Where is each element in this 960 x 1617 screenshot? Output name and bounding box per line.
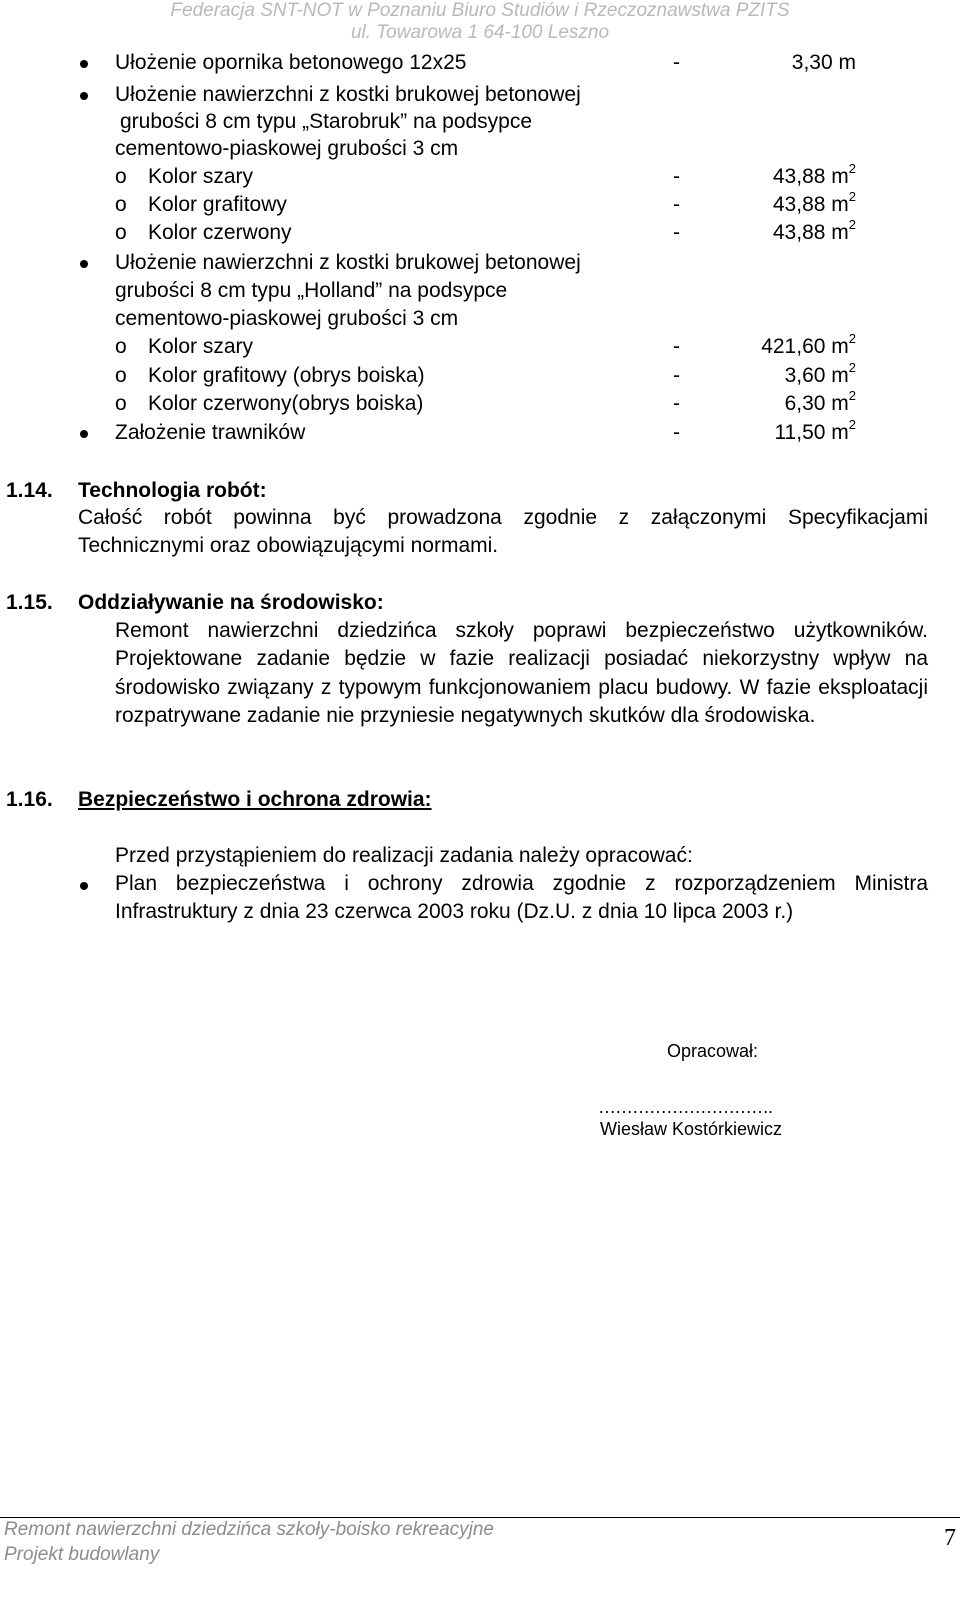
item-continuation <box>0 107 960 136</box>
item-text: Kolor grafitowy (obrys boiska) <box>148 364 425 387</box>
item-text: Ułożenie opornika betonowego 12x25 <box>115 51 467 74</box>
sub-bullet-icon: o <box>115 392 127 415</box>
sub-list-item <box>0 332 960 361</box>
section-body: Remont nawierzchni dziedzińca szkoły poprawi bezpieczeństwo użytkowników. Projektowane zadanie będzie w fazie realizacji posiadać niekorzystny wpływ na środowisko związany z typowym funkcjonowaniem placu budowy. W fazie eksploatacji rozpatrywane zadanie nie przyniesie negatywnych skutków dla środowiska. <box>115 619 928 727</box>
sub-list-item <box>0 190 960 219</box>
item-dash: - <box>673 221 680 244</box>
item-dash: - <box>673 392 680 415</box>
section-body: Całość robót powinna być prowadzona zgodnie z załączonymi Specyfikacjami Technicznymi oraz obowiązującymi normami. <box>78 506 928 558</box>
item-value: 43,88 $m^2$ <box>772 189 856 216</box>
sub-list-item <box>0 218 960 247</box>
item-text: Kolor grafitowy <box>148 193 287 216</box>
item-text-line: cementowo-piaskowej grubości 3 cm <box>115 137 459 160</box>
section-number: 1.14. <box>6 479 53 502</box>
signature-label: Opracował: <box>667 1041 759 1061</box>
section-number: 1.15. <box>6 591 53 614</box>
item-text: Kolor szary <box>148 335 254 358</box>
sub-bullet-icon: o <box>115 221 127 244</box>
item-text-line: grubości 8 cm typu „Holland” na podsypce <box>115 279 508 302</box>
item-text-line: Ułożenie nawierzchni z kostki brukowej betonowej <box>115 83 581 106</box>
signature-name: Wiesław Kostórkiewicz <box>600 1119 783 1139</box>
sub-list-item <box>0 361 960 390</box>
item-dash: - <box>673 421 680 444</box>
item-text-line: Ułożenie nawierzchni z kostki brukowej betonowej <box>115 251 581 274</box>
item-dash: - <box>673 193 680 216</box>
item-value: 421,60 $m^2$ <box>761 331 856 358</box>
section-title: Bezpieczeństwo i ochrona zdrowia: <box>78 788 432 811</box>
item-text-line: cementowo-piaskowej grubości 3 cm <box>115 307 459 330</box>
item-value: 6,30 $m^2$ <box>784 388 856 415</box>
list-item <box>0 48 960 77</box>
section-number: 1.16. <box>6 788 53 811</box>
item-value: 43,88 $m^2$ <box>772 161 856 188</box>
item-continuation <box>0 134 960 163</box>
item-value: 3,60 $m^2$ <box>784 360 856 387</box>
item-dash: - <box>673 165 680 188</box>
header-line-1: Federacja SNT-NOT w Poznaniu Biuro Studiów i Rzeczoznawstwa PZITS <box>170 0 790 21</box>
page-number: 7 <box>944 1525 956 1551</box>
section-bullet-text: Plan bezpieczeństwa i ochrony zdrowia zgodnie z rozporządzeniem Ministra Infrastruktury z dnia 23 czerwca 2003 roku (Dz.U. z dnia 10 lipca 2003 r.) <box>115 872 928 924</box>
bullet-icon <box>80 60 88 68</box>
item-text-line: grubości 8 cm typu „Starobruk” na podsypce <box>120 110 533 133</box>
item-value: 11,50 $m^2$ <box>774 417 856 444</box>
sub-bullet-icon: o <box>115 364 127 387</box>
header-line-2: ul. Towarowa 1 64-100 Leszno <box>350 22 610 43</box>
item-text: Założenie trawników <box>115 421 306 444</box>
section-title: Technologia robót: <box>78 479 267 502</box>
bullet-icon <box>80 260 88 268</box>
section-title: Oddziaływanie na środowisko: <box>78 591 384 614</box>
section-intro: Przed przystąpieniem do realizacji zadania należy opracować: <box>115 844 693 867</box>
list-item <box>0 80 960 109</box>
sub-list-item <box>0 389 960 418</box>
item-dash: - <box>673 335 680 358</box>
signature-dots: …………………………. <box>598 1097 773 1117</box>
bullet-icon <box>80 430 88 438</box>
list-item <box>0 248 960 277</box>
list-item <box>0 418 960 447</box>
sub-bullet-icon: o <box>115 335 127 358</box>
footer-line-2: Projekt budowlany <box>4 1544 160 1565</box>
item-text: Kolor czerwony(obrys boiska) <box>148 392 424 415</box>
item-text: Kolor czerwony <box>148 221 292 244</box>
item-dash: - <box>673 364 680 387</box>
item-dash: - <box>673 51 680 74</box>
item-continuation <box>0 276 960 305</box>
bullet-icon <box>80 882 88 890</box>
bullet-icon <box>80 92 88 100</box>
item-value: 3,30 m <box>791 51 856 74</box>
sub-list-item <box>0 162 960 191</box>
item-value: 43,88 $m^2$ <box>772 217 856 244</box>
item-text: Kolor szary <box>148 165 254 188</box>
sub-bullet-icon: o <box>115 193 127 216</box>
item-continuation <box>0 304 960 333</box>
footer-line-1: Remont nawierzchni dziedzińca szkoły-boisko rekreacyjne <box>4 1519 494 1540</box>
sub-bullet-icon: o <box>115 165 127 188</box>
